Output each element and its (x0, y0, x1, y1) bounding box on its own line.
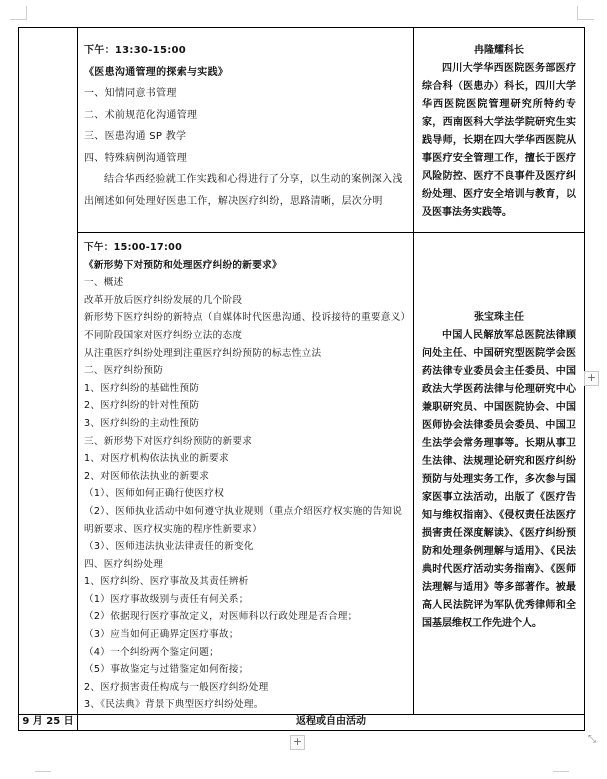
outline-line: 2、医疗纠纷的针对性预防 (84, 400, 200, 412)
outline-item: 二、术前规范化沟通管理 (84, 109, 198, 121)
schedule-table (18, 27, 585, 731)
page-corner-mark (10, 19, 26, 20)
summary-paragraph: 结合华西经验就工作实践和心得进行了分享，以生动的案例深入浅出阐述如何处理好医患工作，解决医疗纠纷，思路清晰，层次分明 (84, 174, 403, 207)
session-time: 下午：15:00-17:00 (84, 242, 183, 253)
outline-line: 2、医疗损害责任构成与一般医疗纠纷处理 (84, 681, 269, 693)
table-resize-icon[interactable]: ⤡ (588, 734, 596, 745)
outline-line: （5）事故鉴定与过错鉴定如何衔接； (84, 664, 249, 676)
outline-item: 三、医患沟通 SP 教学 (84, 131, 187, 142)
speaker-bio: 四川大学华西医院医务部医疗综合科（医患办）科长，四川大学华西医院医院管理研究所特约专家，西南医科大学法学院研究生实践导师，长期在四大学华西医院从事医疗安全管理工作，擅长于医疗风险防控、医疗不良事件及医疗纠纷处理、医疗安全培训与教育，以及医事法务实践等。 (422, 63, 576, 218)
outline-line: 1、对医疗机构依法执业的新要求 (84, 453, 229, 465)
outline-line: 不同阶段国家对医疗纠纷立法的态度 (84, 329, 243, 341)
activity-cell: 返程或自由活动 (78, 715, 585, 731)
speaker-name: 张宝珠主任 (474, 312, 524, 323)
outline-line: 二、医疗纠纷预防 (84, 365, 164, 377)
outline-line: 1、医疗纠纷的基础性预防 (84, 382, 200, 394)
date-cell-empty (19, 28, 78, 715)
add-column-button[interactable]: + (584, 371, 599, 386)
outline-line: 1、医疗纠纷、医疗事故及其责任辨析 (84, 576, 249, 588)
outline-item: 一、知情同意书管理 (84, 88, 177, 99)
outline-line: （2）依据现行医疗事故定义，对医师科以行政处理是否合理； (84, 611, 358, 623)
outline-line: 2、对医师依法执业的新要求 (84, 470, 210, 482)
speaker-cell-2 (414, 233, 585, 715)
outline-line: （4）一个纠纷两个鉴定问题； (84, 646, 220, 658)
page-corner-mark (26, 6, 27, 20)
outline-line: 改革开放后医疗纠纷发展的几个阶段 (84, 294, 243, 306)
page-corner-mark (578, 19, 594, 20)
lecture-cell-1 (78, 28, 414, 233)
lecture-title: 《医患沟通管理的探索与实践》 (84, 66, 229, 78)
page-corner-mark (577, 6, 578, 20)
outline-line: 三、新形势下对医疗纠纷预防的新要求 (84, 435, 253, 447)
outline-line: 3、医疗纠纷的主动性预防 (84, 417, 200, 429)
outline-line: （1）、医师如何正确行使医疗权 (84, 488, 225, 500)
lecture-title: 《新形势下对预防和处理医疗纠纷的新要求》 (84, 259, 282, 271)
table-row (19, 233, 585, 715)
add-row-button[interactable]: + (290, 735, 305, 750)
page-corner-mark (35, 771, 51, 772)
outline-line: 一、概述 (84, 277, 124, 289)
outline-line: 从注重医疗纠纷处理到注重医疗纠纷预防的标志性立法 (84, 347, 322, 359)
lecture-cell-2 (78, 233, 414, 715)
table-row (19, 715, 585, 731)
table-row (19, 28, 585, 233)
outline-item: 四、特殊病例沟通管理 (84, 152, 187, 164)
speaker-cell-1 (414, 28, 585, 233)
outline-line: 新形势下医疗纠纷的新特点（自媒体时代医患沟通、投诉接待的重要意义） (84, 312, 411, 324)
outline-line: （3）应当如何正确界定医疗事故； (84, 629, 239, 641)
session-time: 下午：13:30-15:00 (84, 45, 187, 56)
outline-line: （3）、医师违法执业法律责任的新变化 (84, 541, 254, 553)
speaker-bio: 中国人民解放军总医院法律顾问处主任、中国研究型医院学会医药法律专业委员会主任委员、中国政法大学医药法律与伦理研究中心兼职研究员、中国医院协会、中国医师协会法律委员会委员、中国卫生法学会常务理事等。长期从事卫生法律、法规理论研究和医疗纠纷预防与处理实务工作，多次参与国家医事立法活动，出版了《医疗告知与维权指南》、《侵权责任法医疗损害责任深度解读》、《医疗纠纷预防和处理条例理解与适用》、《民法典时代医疗活动实务指南》、《医师法理解与适用》等多部著作。被最高人民法院评为军队优秀律师和全国基层维权工作先进个人。 (422, 330, 576, 629)
outline-line: （1）医疗事故级别与责任有何关系； (84, 593, 249, 605)
outline-line: 3、《民法典》背景下典型医疗纠纷处理。 (84, 699, 264, 711)
outline-line: （2）、医师执业活动中如何遵守执业规则（重点介绍医疗权实施的告知说明新要求、医疗权实施的程序性新要求） (84, 505, 403, 535)
date-cell: 9 月 25 日 (19, 715, 78, 731)
outline-line: 四、医疗纠纷处理 (84, 558, 164, 570)
page-corner-mark (553, 771, 569, 772)
speaker-name: 冉隆耀科长 (474, 45, 524, 56)
